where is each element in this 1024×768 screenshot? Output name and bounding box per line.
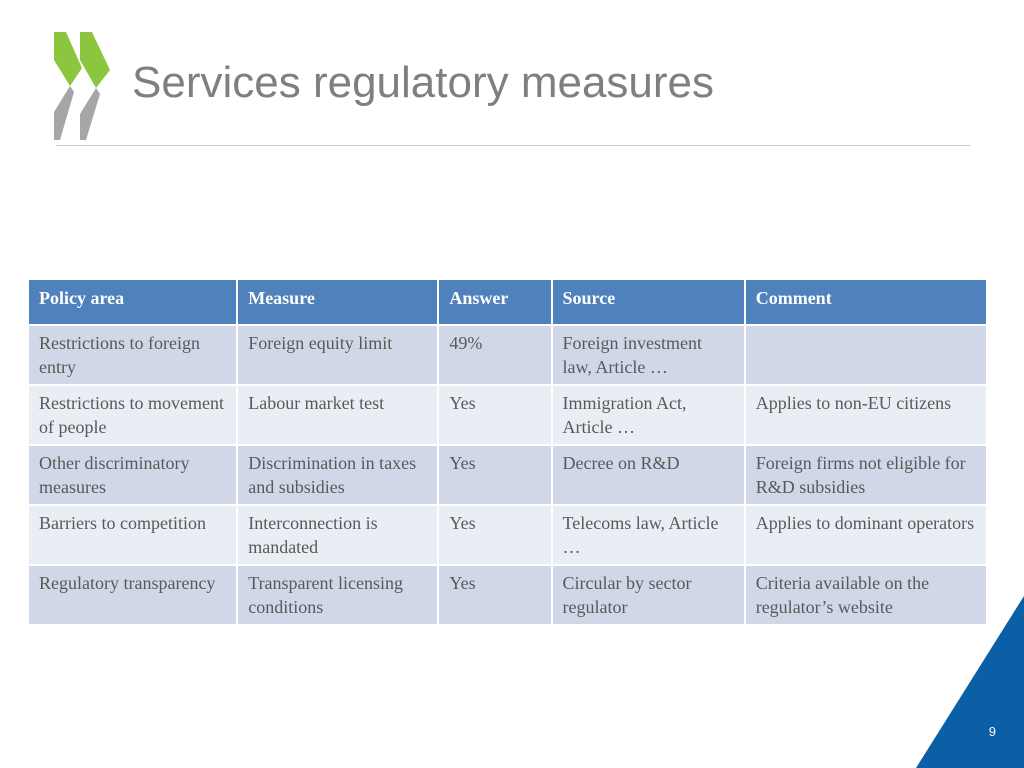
cell-comment: Applies to non-EU citizens <box>746 386 986 444</box>
cell-answer: Yes <box>439 446 550 504</box>
cell-policy-area: Barriers to competition <box>29 506 236 564</box>
cell-measure: Transparent licensing conditions <box>238 566 437 624</box>
cell-source: Foreign investment law, Article … <box>553 326 744 384</box>
cell-answer: Yes <box>439 506 550 564</box>
cell-measure: Interconnection is mandated <box>238 506 437 564</box>
table-row <box>29 566 986 624</box>
cell-answer: 49% <box>439 326 550 384</box>
cell-comment <box>746 326 986 384</box>
cell-comment: Criteria available on the regulator’s website <box>746 566 986 624</box>
cell-answer: Yes <box>439 566 550 624</box>
header-measure: Measure <box>238 280 437 324</box>
cell-policy-area: Restrictions to movement of people <box>29 386 236 444</box>
cell-measure: Labour market test <box>238 386 437 444</box>
header-source: Source <box>553 280 744 324</box>
cell-measure: Foreign equity limit <box>238 326 437 384</box>
page-title: Services regulatory measures <box>132 58 715 107</box>
cell-comment: Applies to dominant operators <box>746 506 986 564</box>
header-policy-area: Policy area <box>29 280 236 324</box>
cell-policy-area: Regulatory transparency <box>29 566 236 624</box>
cell-source: Decree on R&D <box>553 446 744 504</box>
table-row <box>29 446 986 504</box>
page-number: 9 <box>988 724 996 739</box>
oecd-chevron-logo-icon <box>54 32 110 140</box>
cell-source: Circular by sector regulator <box>553 566 744 624</box>
table-row <box>29 326 986 384</box>
cell-comment: Foreign firms not eligible for R&D subsidies <box>746 446 986 504</box>
cell-source: Immigration Act, Article … <box>553 386 744 444</box>
header-answer: Answer <box>439 280 550 324</box>
cell-answer: Yes <box>439 386 550 444</box>
cell-policy-area: Restrictions to foreign entry <box>29 326 236 384</box>
table-header-row <box>29 280 986 324</box>
title-divider <box>56 145 970 146</box>
measures-table <box>27 278 988 626</box>
cell-policy-area: Other discriminatory measures <box>29 446 236 504</box>
cell-measure: Discrimination in taxes and subsidies <box>238 446 437 504</box>
corner-decoration <box>916 596 1024 768</box>
table-row <box>29 506 986 564</box>
table-row <box>29 386 986 444</box>
header-comment: Comment <box>746 280 986 324</box>
cell-source: Telecoms law, Article … <box>553 506 744 564</box>
